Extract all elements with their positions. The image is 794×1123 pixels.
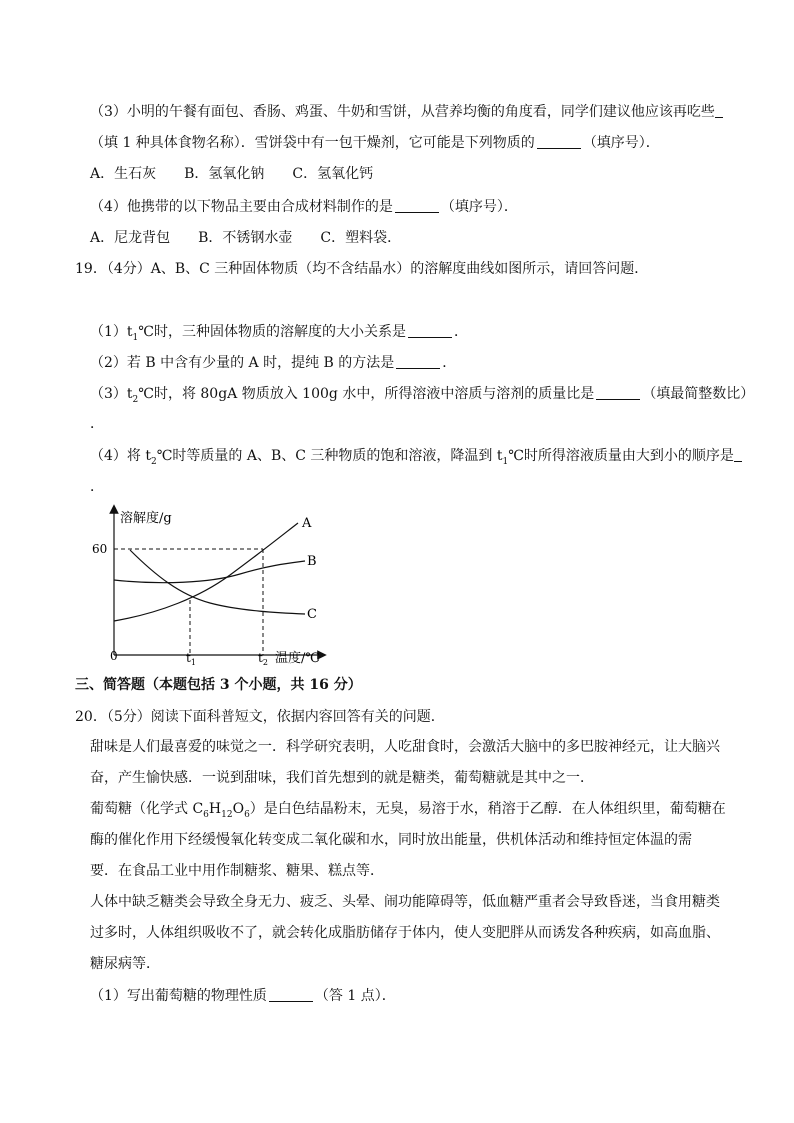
q18-part3-text2: （填 1 种具体食物名称）．雪饼袋中有一包干燥剂，它可能是下列物质的 xyxy=(90,135,535,151)
q19-part3-text: （3）t xyxy=(90,386,133,402)
q18-part3-line1 xyxy=(90,102,723,122)
q19-part1-text: （1）t xyxy=(90,324,133,340)
q18-part4-line xyxy=(90,197,518,217)
subscript: 1 xyxy=(502,456,509,467)
q19-part1-end: ． xyxy=(453,324,468,340)
x-tick-t2: $t_2$ xyxy=(258,651,268,667)
q19-part3 xyxy=(90,384,754,404)
q20-para2-line3: 要．在食品工业中用作制糖浆、糖果、糕点等． xyxy=(90,863,384,879)
answer-blank[interactable] xyxy=(395,198,439,213)
text: ）是白色结晶粉末，无臭，易溶于水，稍溶于乙醇．在人体组织里，葡萄糖在 xyxy=(249,801,726,817)
q19-part1-text2: ℃时，三种固体物质的溶解度的大小关系是 xyxy=(138,324,406,340)
q18-part4-text: （4）他携带的以下物品主要由合成材料制作的是 xyxy=(90,199,393,215)
q19-stem: 19．（4分）A、B、C 三种固体物质（均不含结晶水）的溶解度曲线如图所示，请回答问题． xyxy=(75,261,649,277)
x-tick-t1: $t_1$ xyxy=(186,651,196,667)
q18-part3-text3: （填序号）． xyxy=(582,135,660,151)
subscript: 6 xyxy=(244,809,250,820)
q20-part1 xyxy=(90,986,396,1006)
subscript: 6 xyxy=(203,809,209,820)
answer-blank[interactable] xyxy=(269,987,313,1002)
x-axis-label: 温度/℃ xyxy=(275,651,320,666)
text: O xyxy=(232,801,245,817)
q19-part4-text2: ℃时等质量的 A、B、C 三种物质的饱和溶液，降温到 t xyxy=(156,448,503,464)
answer-blank[interactable] xyxy=(715,103,723,118)
answer-blank[interactable] xyxy=(396,354,440,369)
q20-para2-line1 xyxy=(90,799,726,819)
answer-blank[interactable] xyxy=(408,323,452,338)
answer-blank[interactable] xyxy=(596,385,640,400)
q20-para2-line2: 酶的催化作用下经缓慢氧化转变成二氧化碳和水，同时放出能量，供机体活动和维持恒定体温的需 xyxy=(90,832,692,848)
origin-label: 0 xyxy=(110,649,118,663)
y-tick-60: 60 xyxy=(92,542,108,556)
q19-part4-cont: ． xyxy=(90,479,104,495)
y-axis-label: 溶解度/g xyxy=(120,511,172,526)
q18-part3-text: （3）小明的午餐有面包、香肠、鸡蛋、牛奶和雪饼，从营养均衡的角度看，同学们建议他应该再吃些 xyxy=(90,104,715,120)
answer-blank[interactable] xyxy=(537,134,581,149)
q18-part4-options: A．尼龙背包 B．不锈钢水壶 C．塑料袋． xyxy=(90,230,402,246)
q19-part2-text: （2）若 B 中含有少量的 A 时，提纯 B 的方法是 xyxy=(90,355,395,371)
q18-part3-options: A．生石灰 B．氢氧化钠 C．氢氧化钙 xyxy=(90,166,374,182)
q20-para3-line1: 人体中缺乏糖类会导致全身无力、疲乏、头晕、闹功能障碍等，低血糖严重者会导致昏迷，当食用糖类 xyxy=(90,894,720,910)
q18-part3-line2 xyxy=(90,133,660,153)
q19-part4 xyxy=(90,446,742,466)
q19-part3-cont: ． xyxy=(90,416,104,432)
series-label-a: A xyxy=(302,516,312,531)
text: （答 1 点）． xyxy=(314,988,396,1004)
series-label-c: C xyxy=(307,607,317,622)
curve-c xyxy=(130,550,305,614)
solubility-chart xyxy=(92,505,340,675)
section3-heading: 三、简答题（本题包括 3 个小题，共 16 分） xyxy=(75,677,362,693)
text: H xyxy=(208,801,222,817)
subscript: 2 xyxy=(150,456,157,467)
series-label-b: B xyxy=(307,554,317,569)
subscript: 12 xyxy=(221,809,233,820)
q19-part2 xyxy=(90,353,456,373)
curve-b xyxy=(114,561,305,583)
q20-para3-line3: 糖尿病等． xyxy=(90,956,160,972)
subscript: 1 xyxy=(132,332,139,343)
q19-part3-text3: （填最简整数比） xyxy=(642,386,755,402)
q19-part1 xyxy=(90,322,468,342)
text: 葡萄糖（化学式 C xyxy=(90,801,204,817)
q19-part4-text: （4）将 t xyxy=(90,448,151,464)
answer-blank[interactable] xyxy=(734,447,742,462)
q20-para3-line2: 过多时，人体组织吸收不了，就会转化成脂肪储存于体内，使人变肥胖从而诱发各种疾病，如高血脂、 xyxy=(90,925,720,941)
subscript: 2 xyxy=(132,394,139,405)
curve-a xyxy=(114,523,298,621)
q19-part4-text3: ℃时所得溶液质量由大到小的顺序是 xyxy=(508,448,734,464)
q19-part3-text2: ℃时，将 80gA 物质放入 100g 水中，所得溶液中溶质与溶剂的质量比是 xyxy=(138,386,595,402)
q20-para1-line1: 甜味是人们最喜爱的味觉之一．科学研究表明，人吃甜食时，会激活大脑中的多巴胺神经元，让大脑兴 xyxy=(90,739,720,755)
q19-part2-end: ． xyxy=(442,355,457,371)
q20-stem: 20．（5分）阅读下面科普短文，依据内容回答有关的问题． xyxy=(75,709,445,725)
text: （1）写出葡萄糖的物理性质 xyxy=(90,988,267,1004)
q18-part4-text2: （填序号）． xyxy=(440,199,518,215)
q20-para1-line2: 奋，产生愉快感．一说到甜味，我们首先想到的就是糖类，葡萄糖就是其中之一． xyxy=(90,770,594,786)
